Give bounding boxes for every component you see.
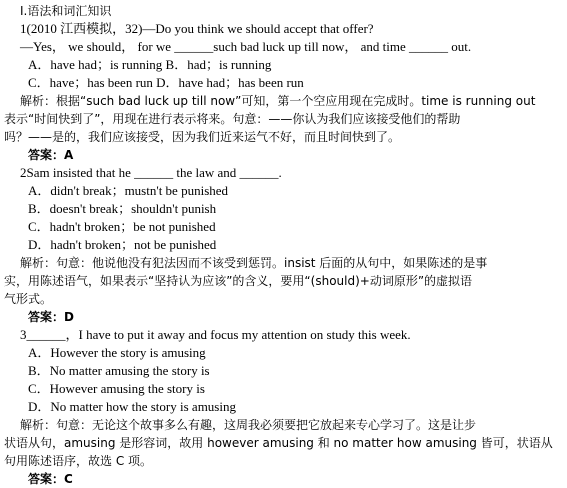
question-3-option-c: C．However amusing the story is [28,381,205,396]
question-3-option-b: B．No matter amusing the story is [28,363,210,378]
question-2-option-c: C．hadn't broken；be not punished [28,219,216,234]
question-1-answer: 答案：A [28,148,74,162]
question-1-analysis-line-3: 吗？——是的，我们应该接受，因为我们近来运气不好，而且时间快到了。 [4,130,401,144]
question-3-analysis-line-3: 句用陈述语序，故选 C 项。 [4,454,153,468]
question-3-analysis-line-1: 解析：句意：无论这个故事多么有趣，这周我必须要把它放起来专心学习了。这是让步 [20,418,477,432]
question-1-options-ab: A．have had；is running B．had；is running [28,57,272,72]
question-1-analysis-line-2: 表示“时间快到了”，用现在进行表示将来。句意：——你认为我们应该接受他们的帮助 [4,112,461,126]
question-3-answer: 答案：C [28,472,73,486]
question-2-option-d: D．hadn't broken；not be punished [28,237,217,252]
question-3-analysis-line-2: 状语从句，amusing 是形容词，故用 however amusing 和 no matter how amusing 皆可，状语从 [4,436,553,450]
question-1-analysis-line-1: 解析：根据“such bad luck up till now”可知，第一个空应用现在完成时。time is running out [20,94,536,108]
question-2-analysis-line-2: 实，用陈述语气，如果表示“坚持认为应该”的含义，要用“(should)+动词原形”的虚拟语 [4,274,473,288]
question-2-analysis-line-1: 解析：句意：他说他没有犯法因而不该受到惩罚。insist 后面的从句中，如果陈述的是事 [20,256,488,270]
question-3-stem: 3______，I have to put it away and focus my attention on study this week. [20,327,411,342]
section-title: Ⅰ.语法和词汇知识 [20,4,112,18]
question-3-option-a: A．However the story is amusing [28,345,206,360]
question-2-analysis-line-3: 气形式。 [4,292,53,306]
question-2-answer: 答案：D [28,310,74,324]
question-2-option-a: A．didn't break；mustn't be punished [28,183,229,198]
question-3-option-d: D．No matter how the story is amusing [28,399,236,414]
question-1-stem: 1(2010 江西模拟，32)—Do you think we should accept that offer? [20,21,374,36]
question-2-stem: 2Sam insisted that he ______ the law and ______. [20,165,282,180]
question-1-options-cd: C．have；has been run D．have had；has been run [28,75,304,90]
question-1-stem-continued: —Yes， we should， for we ______such bad luck up till now， and time ______ out. [20,39,472,54]
question-2-option-b: B．doesn't break；shouldn't punish [28,201,217,216]
